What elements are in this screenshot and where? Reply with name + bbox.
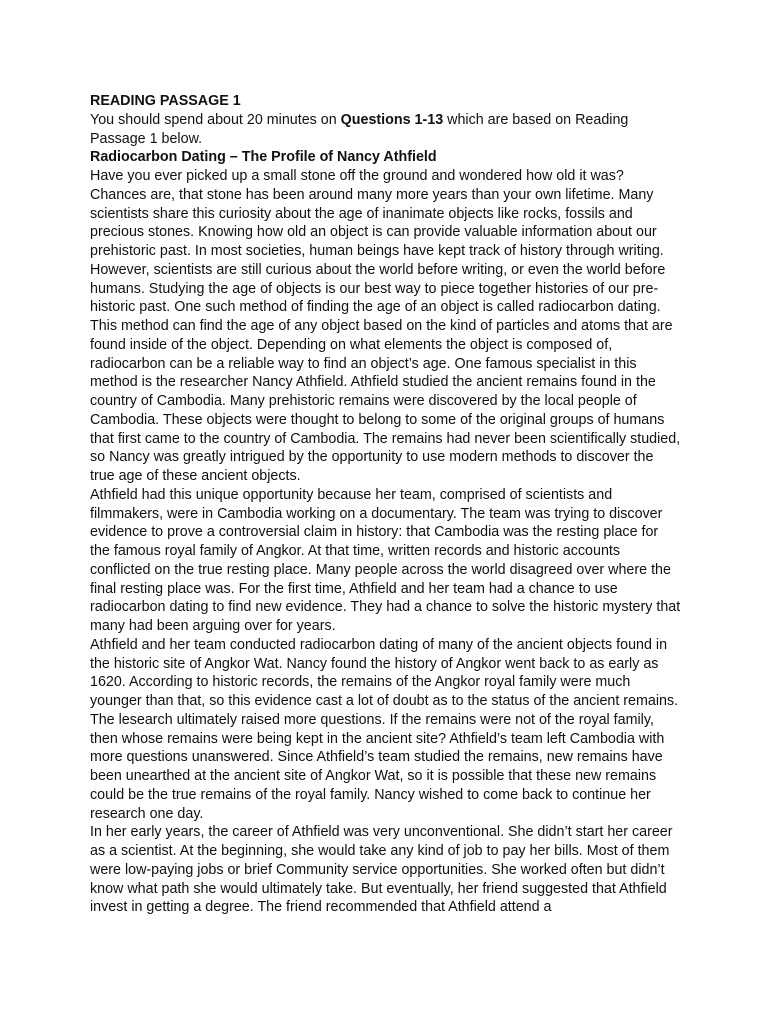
- passage-title: Radiocarbon Dating – The Profile of Nancy Athfield: [90, 149, 437, 166]
- instructions-text-before: You should spend about 20 minutes on: [90, 111, 341, 128]
- passage-instructions: [90, 111, 682, 149]
- passage-paragraph-2: Athfield had this unique opportunity because her team, comprised of scientists and filmmakers, were in Cambodia working on a documentary. The team was trying to discover evidence to prove a controversial claim in history: that Cambodia was the resting place for the famous royal family of Angkor. At that time, written records and historic accounts conflicted on the true resting place. Many people across the world disagreed over where the final resting place was. For the first time, Athfield and her team had a chance to use radiocarbon dating to find new evidence. They had a chance to solve the historic mystery that many had been arguing over for years.: [90, 486, 681, 634]
- passage-heading: READING PASSAGE 1: [90, 93, 241, 109]
- passage-paragraph-1: Have you ever picked up a small stone off the ground and wondered how old it was? Chances are, that stone has been around many more years than your own lifetime. Many scientists share this curiosity about the age of inanimate objects like rocks, fossils and precious stones. Knowing how old an object is can provide valuable information about our prehistoric past. In most societies, human beings have kept track of history through writing. However, scientists are still curious about the world before writing, or even the world before humans. Studying the age of objects is our best way to piece together histories of our pre-historic past. One such method of finding the age of an object is called radiocarbon dating. This method can find the age of any object based on the kind of particles and atoms that are found inside of the object. Depending on what elements the object is composed of, radiocarbon can be a reliable way to find an object’s age. One famous specialist in this method is the researcher Nancy Athfield. Athfield studied the ancient remains found in the country of Cambodia. Many prehistoric remains were discovered by the local people of Cambodia. These objects were thought to belong to some of the original groups of humans that first came to the country of Cambodia. The remains had never been scientifically studied, so Nancy was greatly intrigued by the opportunity to use modern methods to discover the true age of these ancient objects.: [90, 168, 681, 484]
- instructions-questions-range: Questions 1-13: [340, 111, 444, 128]
- instructions-text-after: which are based on Reading Passage 1 below.: [90, 111, 629, 147]
- passage-paragraph-4: In her early years, the career of Athfield was very unconventional. She didn’t start her career as a scientist. At the beginning, she would take any kind of job to pay her bills. Most of them were low-paying jobs or brief Community service opportunities. She worked often but didn’t know what path she would ultimately take. But eventually, her friend suggested that Athfield invest in getting a degree. The friend recommended that Athfield attend a: [90, 824, 673, 916]
- reading-passage: [90, 92, 682, 917]
- passage-paragraph-3: Athfield and her team conducted radiocarbon dating of many of the ancient objects found in the historic site of Angkor Wat. Nancy found the history of Angkor went back to as early as 1620. According to historic records, the remains of the Angkor royal family were much younger than that, so this evidence cast a lot of doubt as to the status of the ancient remains. The lesearch ultimately raised more questions. If the remains were not of the royal family, then whose remains were being kept in the ancient site? Athfield’s team left Cambodia with more questions unanswered. Since Athfield’s team studied the remains, new remains have been unearthed at the ancient site of Angkor Wat, so it is possible that these new remains could be the true remains of the royal family. Nancy wished to come back to continue her research one day.: [90, 636, 679, 822]
